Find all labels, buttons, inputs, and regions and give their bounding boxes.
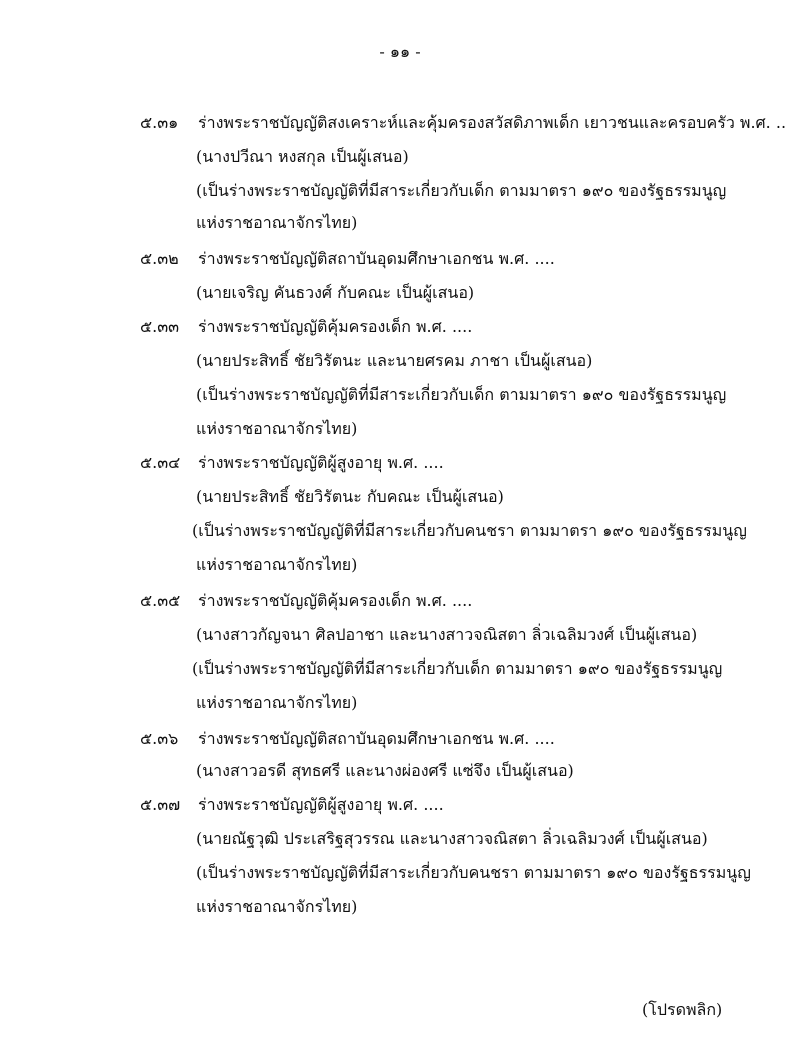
item-number: ๕.๓๖	[140, 729, 179, 748]
item-number: ๕.๓๕	[140, 591, 181, 610]
turn-page-note: (โปรดพลิก)	[642, 1000, 723, 1019]
item-note: (เป็นร่างพระราชบัญญัติที่มีสาระเกี่ยวกับคนชรา ตามมาตรา ๑๙๐ ของรัฐธรรมนูญ	[196, 863, 751, 882]
item-heading	[140, 316, 472, 338]
item-heading	[140, 728, 555, 750]
item-proposer: (นางสาวอรดี สุทธศรี และนางผ่องศรี แซ่จึง เป็นผู้เสนอ)	[196, 761, 574, 780]
item-title: ร่างพระราชบัญญัติผู้สูงอายุ พ.ศ. ....	[198, 795, 444, 814]
item-note: (เป็นร่างพระราชบัญญัติที่มีสาระเกี่ยวกับเด็ก ตามมาตรา ๑๙๐ ของรัฐธรรมนูญ	[196, 181, 727, 200]
item-title: ร่างพระราชบัญญัติคุ้มครองเด็ก พ.ศ. ....	[198, 317, 473, 336]
item-heading	[140, 452, 444, 474]
item-note-continued: แห่งราชอาณาจักรไทย)	[196, 897, 358, 916]
item-proposer: (นายประสิทธิ์ ชัยวิรัตนะ และนายศรคม ภาชา เป็นผู้เสนอ)	[196, 351, 593, 370]
item-number: ๕.๓๒	[140, 249, 179, 268]
item-title: ร่างพระราชบัญญัติสงเคราะห์และคุ้มครองสวัสดิภาพเด็ก เยาวชนและครอบครัว พ.ศ. ..	[198, 113, 787, 132]
item-note: (เป็นร่างพระราชบัญญัติที่มีสาระเกี่ยวกับคนชรา ตามมาตรา ๑๙๐ ของรัฐธรรมนูญ	[192, 521, 747, 540]
item-title: ร่างพระราชบัญญัติสถาบันอุดมศึกษาเอกชน พ.ศ. ....	[198, 729, 555, 748]
item-note: (เป็นร่างพระราชบัญญัติที่มีสาระเกี่ยวกับเด็ก ตามมาตรา ๑๙๐ ของรัฐธรรมนูญ	[196, 385, 727, 404]
item-number: ๕.๓๗	[140, 795, 181, 814]
item-proposer: (นายณัฐวุฒิ ประเสริฐสุวรรณ และนางสาวจณิสตา ลิ่วเฉลิมวงศ์ เป็นผู้เสนอ)	[196, 829, 708, 848]
item-note-continued: แห่งราชอาณาจักรไทย)	[196, 213, 358, 232]
item-proposer: (นายเจริญ คันธวงศ์ กับคณะ เป็นผู้เสนอ)	[196, 283, 475, 302]
item-number: ๕.๓๓	[140, 317, 180, 336]
item-note-continued: แห่งราชอาณาจักรไทย)	[196, 419, 358, 438]
item-title: ร่างพระราชบัญญัติคุ้มครองเด็ก พ.ศ. ....	[198, 591, 473, 610]
item-proposer: (นางปวีณา หงสกุล เป็นผู้เสนอ)	[196, 147, 409, 166]
item-heading	[140, 248, 555, 270]
item-heading	[140, 590, 472, 612]
item-proposer: (นางสาวกัญจนา ศิลปอาชา และนางสาวจณิสตา ลิ่วเฉลิมวงศ์ เป็นผู้เสนอ)	[196, 625, 698, 644]
item-note: (เป็นร่างพระราชบัญญัติที่มีสาระเกี่ยวกับเด็ก ตามมาตรา ๑๙๐ ของรัฐธรรมนูญ	[192, 659, 723, 678]
item-title: ร่างพระราชบัญญัติสถาบันอุดมศึกษาเอกชน พ.ศ. ....	[198, 249, 555, 268]
item-number: ๕.๓๑	[140, 113, 179, 132]
page-number: - ๑๑ -	[379, 42, 421, 61]
item-note-continued: แห่งราชอาณาจักรไทย)	[196, 555, 358, 574]
item-title: ร่างพระราชบัญญัติผู้สูงอายุ พ.ศ. ....	[198, 453, 444, 472]
item-note-continued: แห่งราชอาณาจักรไทย)	[196, 693, 358, 712]
item-proposer: (นายประสิทธิ์ ชัยวิรัตนะ กับคณะ เป็นผู้เสนอ)	[196, 487, 504, 506]
item-heading	[140, 112, 786, 134]
item-heading	[140, 794, 444, 816]
item-number: ๕.๓๔	[140, 453, 181, 472]
